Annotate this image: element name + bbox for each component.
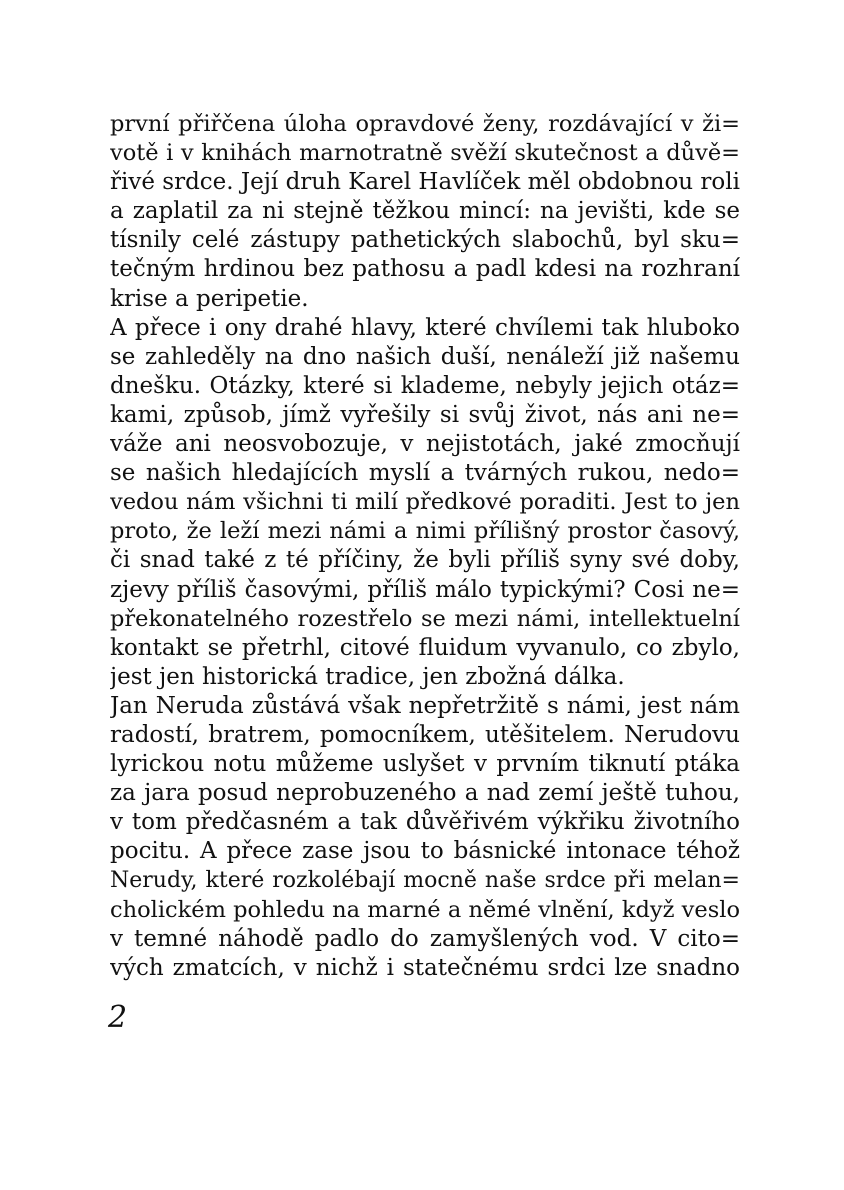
text-line: Nerudy, které rozkolébají mocně naše srdce při melan= — [110, 868, 740, 894]
text-line: či snad také z té příčiny, že byli příliš syny své doby, — [110, 547, 740, 574]
text-line: zjevy příliš časovými, příliš málo typickými? Cosi ne= — [110, 576, 740, 603]
text-line: lyrickou notu můžeme uslyšet v prvním tiknutí ptáka — [110, 751, 740, 778]
text-line: Jan Neruda zůstává však nepřetržitě s námi, jest nám — [110, 692, 740, 719]
text-line: jest jen historická tradice, jen zbožná dálka. — [110, 663, 625, 690]
text-line: první přiřčena úloha opravdové ženy, rozdávající v ži= — [110, 111, 740, 137]
text-line: A přece i ony drahé hlavy, které chvílemi tak hluboko — [110, 314, 740, 341]
text-line: vých zmatcích, v nichž i statečnému srdci lze snadno — [110, 954, 740, 981]
body-text — [110, 110, 740, 983]
text-line: tečným hrdinou bez pathosu a padl kdesi na rozhraní — [110, 256, 740, 283]
text-line: a zaplatil za ni stejně těžkou mincí: na jevišti, kde se — [110, 198, 740, 225]
text-line: se zahleděly na dno našich duší, nenáleží již našemu — [110, 343, 740, 370]
text-line: překonatelného rozestřelo se mezi námi, intellektuelní — [110, 605, 740, 632]
text-line: proto, že leží mezi námi a nimi přílišný prostor časový, — [110, 518, 740, 545]
text-line: váže ani neosvobozuje, v nejistotách, jaké zmocňují — [110, 431, 740, 458]
text-line: vedou nám všichni ti milí předkové poraditi. Jest to jen — [110, 489, 740, 516]
page-number: 2 — [108, 1000, 128, 1035]
text-line: votě i v knihách marnotratně svěží skutečnost a důvě= — [110, 140, 740, 167]
text-line: cholickém pohledu na marné a němé vlnění, když veslo — [110, 896, 740, 923]
text-line: krise a peripetie. — [110, 285, 309, 312]
text-line: kontakt se přetrhl, citové fluidum vyvanulo, co zbylo, — [110, 634, 740, 661]
text-line: kami, způsob, jímž vyřešily si svůj život, nás ani ne= — [110, 401, 740, 428]
text-line: za jara posud neprobuzeného a nad zemí ještě tuhou, — [110, 780, 740, 807]
text-line: se našich hledajících myslí a tvárných rukou, nedo= — [110, 460, 740, 487]
text-line: pocitu. A přece zase jsou to básnické intonace téhož — [110, 838, 740, 865]
text-line: řivé srdce. Její druh Karel Havlíček měl obdobnou roli — [110, 169, 740, 196]
text-line: dnešku. Otázky, které si klademe, nebyly jejich otáz= — [110, 372, 740, 399]
text-line: v tom předčasném a tak důvěřivém výkřiku životního — [110, 809, 740, 836]
text-line: v temné náhodě padlo do zamyšlených vod. V cito= — [110, 925, 740, 952]
text-line: radostí, bratrem, pomocníkem, utěšitelem. Nerudovu — [110, 721, 740, 748]
text-line: tísnily celé zástupy pathetických slabochů, byl sku= — [110, 227, 740, 254]
